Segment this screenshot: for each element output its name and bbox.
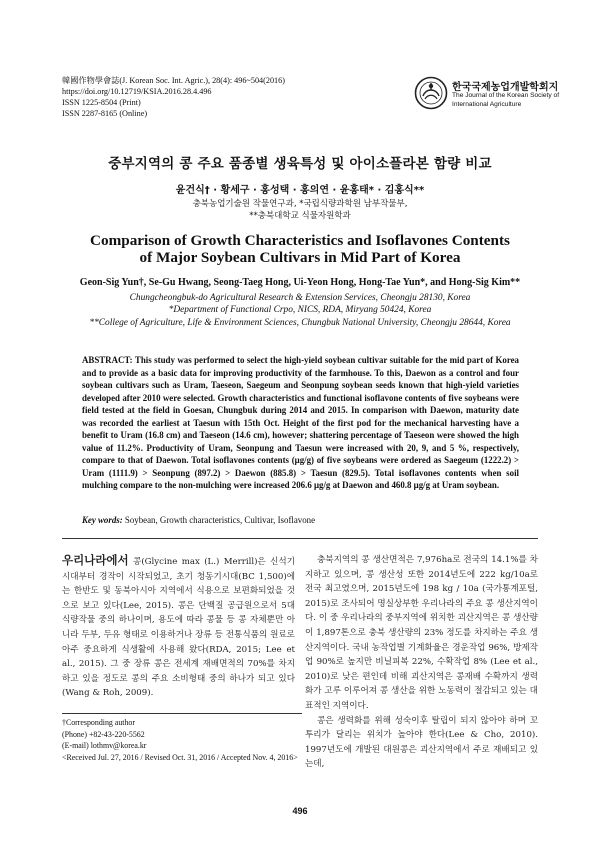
journal-citation: 韓國作物學會誌(J. Korean Soc. Int. Agric.), 28(4): 496~504(2016) xyxy=(62,76,285,85)
affiliation-english-1: Chungcheongbuk-do Agricultural Research & Extension Services, Cheongju 28130, Korea xyxy=(129,293,471,303)
author-phone: (Phone) +82-43-220-5562 xyxy=(62,729,145,739)
section-divider xyxy=(62,538,538,539)
footnote-rule xyxy=(62,713,302,714)
keywords-text: Soybean, Growth characteristics, Cultivar, Isoflavone xyxy=(124,515,316,525)
title-english-line1: Comparison of Growth Characteristics and Isoflavones Contents xyxy=(90,232,510,249)
paragraph-cultivar: 콩은 생력화를 위해 성숙이후 탈립이 되지 않아야 하며 꼬투리가 달리는 위치가 높아야 한다(Lee & Cho, 2010). 1997년도에 개발된 대원콩은 괴산지역에서 주로 재배되고 있는데, xyxy=(305,715,538,770)
authors-korean: 윤건식† · 황세구 · 홍성택 · 홍의연 · 윤홍태* · 김홍식** xyxy=(175,185,425,196)
author-email[interactable]: (E-mail) lothmv@korea.kr xyxy=(62,741,147,750)
title-korean: 중부지역의 콩 주요 품종별 생육특성 및 아이소플라본 함량 비교 xyxy=(108,156,492,172)
issn-print: ISSN 1225-8504 (Print) xyxy=(62,98,141,107)
society-emblem-icon xyxy=(414,76,448,110)
issn-online: ISSN 2287-8165 (Online) xyxy=(62,109,148,118)
page-number: 496 xyxy=(292,806,308,816)
intro-paragraph: 콩(Glycine max (L.) Merrill)은 신석기시대부터 경작이 시작되었고, 초기 청동기시대(BC 1,500)에는 한반도 및 동북아시아 지역에서 식용으로 보편화되었을 것으로 보고 있다(Lee, 2015). 콩은 단백질 공급원으로서 5대 식량작물 중의 하나이며, 용도에 따라 콩물 등 콩 자체뿐만 아니라 두부, 두유 형태로 이용하거나 장류 등 전통식품의 원료로 아주 중요하게 식생활에 사용해 왔다(RDA, 2015; Lee et al., 2015). 그 중 장류 콩은 전세계 재배면적의 70%를 차지하고 있을 정도로 콩의 주요 소비형태 중의 하나가 되고 있다(Wang & Roh, 2009). xyxy=(62,557,295,699)
body-column-left xyxy=(62,553,295,701)
affiliation-english-3: **College of Agriculture, Life & Environment Sciences, Chungbuk National University, Cheongju 28644, Korea xyxy=(89,318,511,328)
title-english xyxy=(30,232,570,266)
keywords-label: Key words: xyxy=(82,515,123,525)
footnote xyxy=(62,717,302,763)
paragraph-production: 충북지역의 콩 생산면적은 7,976ha로 전국의 14.1%를 차지하고 있으며, 콩 생산성 또한 2014년도에 222 kg/10a로 전국 최고였으며, 2015년도에 198 kg / 10a (국가통계포털, 2015)로 조사되어 명실상부한 우리나라의 주요 콩 생산지역이다. 이 중 우리나라의 중부지역에 위치한 괴산지역은 콩 생산량이 1,897톤으로 충북 생산량의 23% 정도를 차지하는 주요 생산지역이다. 국내 농작업별 기계화율은 경운작업 96%, 방제작업 90%로 높지만 비닐피복 22%, 수확작업 8% (Lee et al., 2010)로 낮은 편인데 비해 괴산지역은 콩재배 수확까지 생력화가 고루 이루어져 콩 생산을 위한 노동력이 절감되고 있는 대표적인 지역이다. xyxy=(305,555,538,711)
doi-link[interactable]: https://doi.org/10.12719/KSIA.2016.28.4.496 xyxy=(62,87,212,96)
society-name-ko: 한국국제농업개발학회지 xyxy=(452,82,559,93)
abstract: ABSTRACT: This study was performed to select the high-yield soybean cultivar suitable for the mid part of Korea and to provide as a basic data for improving productivity of the farmhouse. To this, Daewon as a control and four soybean cultivars such as Uram, Taeseon, Saegeum and Seonpung soybean seeds known that high-yield varieties developed after 2010 were selected. Growth characteristics and functional isoflavone contents of five soybeans were field tested at the field in Goesan, Chungbuk during 2014 and 2015. In comparison with Daewon, maturity date was recorded the earliest at Taesun with 15th Oct. Height of the first pod for the mechanical harvesting have a benefit to Uram (16.8 cm) and Taeseon (14.6 cm), however; shattering percentage of Taeseon were showed the high value of 11.2%. Productivity of Uram, Seonpung and Taesun were increased with 20, 9, and 5 %, respectively, compare to that of Daewon. Total isoflavones contents (μg/g) of five soybeans were ordered as Saegeum (1222.2) > Uram (1111.9) > Seonpung (897.2) > Daewon (885.8) > Taesun (829.5). Total isoflavones contents when soil mulching compare to the non-mulching were increased 206.6 μg/g at Daewon and 460.8 μg/g at Uram soybean. xyxy=(82,355,519,490)
lead-word: 우리나라에서 xyxy=(62,553,129,567)
affiliation-korean-1: 충북농업기술원 작물연구과, *국립식량과학원 남부작물부, xyxy=(192,199,408,209)
body-column-right xyxy=(305,553,538,772)
keywords xyxy=(82,514,519,526)
title-english-line2: of Major Soybean Cultivars in Mid Part of Korea xyxy=(139,249,461,266)
affiliation-korean-2: **충북대학교 식물자원학과 xyxy=(249,211,351,221)
corresponding-author: †Corresponding author xyxy=(62,718,135,727)
authors-english: Geon-Sig Yun†, Se-Gu Hwang, Seong-Taeg Hong, Ui-Yeon Hong, Hong-Tae Yun*, and Hong-Sig Kim** xyxy=(79,277,521,288)
affiliation-english-2: *Department of Functional Crpo, NICS, RDA, Miryang 50424, Korea xyxy=(168,305,432,315)
society-name-en: The Journal of the Korean Society of International Agriculture xyxy=(452,92,560,108)
received-dates: <Received Jul. 27, 2016 / Revised Oct. 31, 2016 / Accepted Nov. 4, 2016> xyxy=(62,752,298,762)
